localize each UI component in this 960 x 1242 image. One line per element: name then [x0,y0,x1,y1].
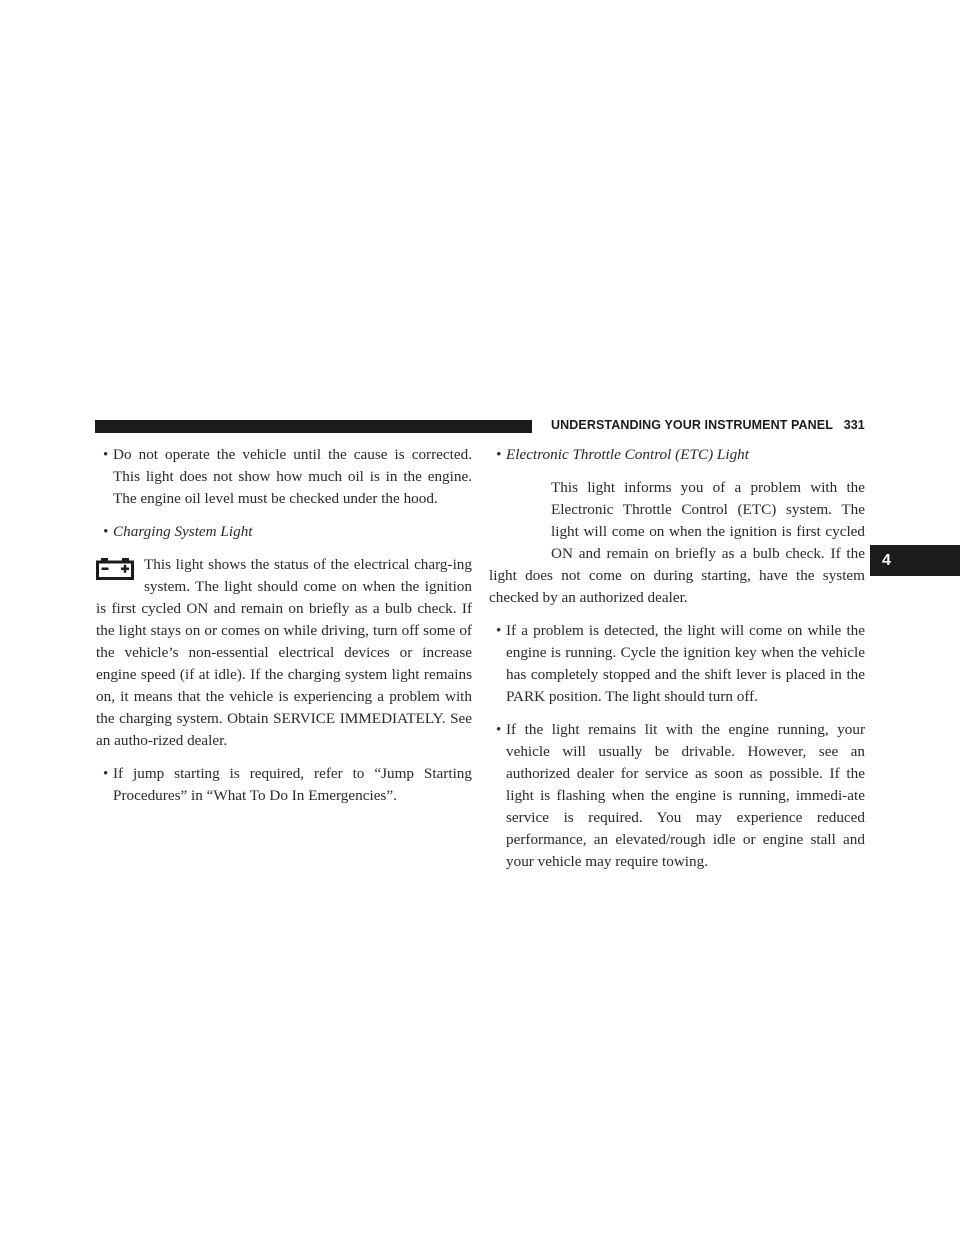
bullet-remains [489,719,865,873]
running-header [551,418,865,432]
bullet-detected [489,620,865,708]
bullet-jump-text: If jump starting is required, refer to “Jump Starting Procedures” in “What To Do In Emergencies”. [113,765,472,804]
bullet-jump [96,763,472,807]
bullet-remains-text: If the light remains lit with the engine running, your vehicle will usually be drivable. However, see an authorized dealer for service as soon as possible. If the light is flashing when the engine is running, immedi-ate service is required. You may experience reduced performance, an elevated/rough idle or engine stall and your vehicle may require towing. [506,721,865,870]
page-number: 331 [843,418,865,432]
etc-paragraph [489,477,865,609]
bullet-oil [96,444,472,510]
chapter-tab: 4 [870,545,960,576]
charging-paragraph [96,554,472,752]
bullet-glyph: • [496,623,502,639]
charging-heading [96,521,472,543]
charging-body: This light shows the status of the electrical charg-ing system. The light should come on when the ignition is first cycled ON and remain on briefly as a bulb check. If the light stays on or comes on while driving, turn off some of the vehicle’s non-essential electrical devices or increase engine speed (if at idle). If the charging system light remains on, it means that the vehicle is experiencing a problem with the charging system. Obtain SERVICE IMMEDIATELY. See an autho-rized dealer. [96,556,472,749]
bullet-glyph: • [103,766,109,782]
bullet-glyph: • [496,447,502,463]
bullet-glyph: • [103,447,109,463]
bullet-detected-text: If a problem is detected, the light will come on while the engine is running. Cycle the ignition key when the vehicle has completely stopped and the shift lever is placed in the PARK position. The light should turn off. [506,622,865,705]
bullet-glyph: • [103,524,109,540]
header-bar [95,420,532,433]
charging-heading-text: Charging System Light [113,523,253,540]
left-column [96,444,472,807]
etc-icon-space [489,477,551,563]
right-column [489,444,865,873]
etc-body: This light informs you of a problem with the Electronic Throttle Control (ETC) system. The light will come on when the ignition is first cycled ON and remain on briefly as a bulb check. If the light does not come on during starting, have the system checked by an authorized dealer. [489,479,865,606]
etc-heading [489,444,865,466]
bullet-glyph: • [496,722,502,738]
battery-icon [96,556,134,580]
etc-heading-text: Electronic Throttle Control (ETC) Light [506,446,749,463]
bullet-oil-text: Do not operate the vehicle until the cause is corrected. This light does not show how much oil is in the engine. The engine oil level must be checked under the hood. [113,446,472,507]
header-title: UNDERSTANDING YOUR INSTRUMENT PANEL [551,418,833,432]
